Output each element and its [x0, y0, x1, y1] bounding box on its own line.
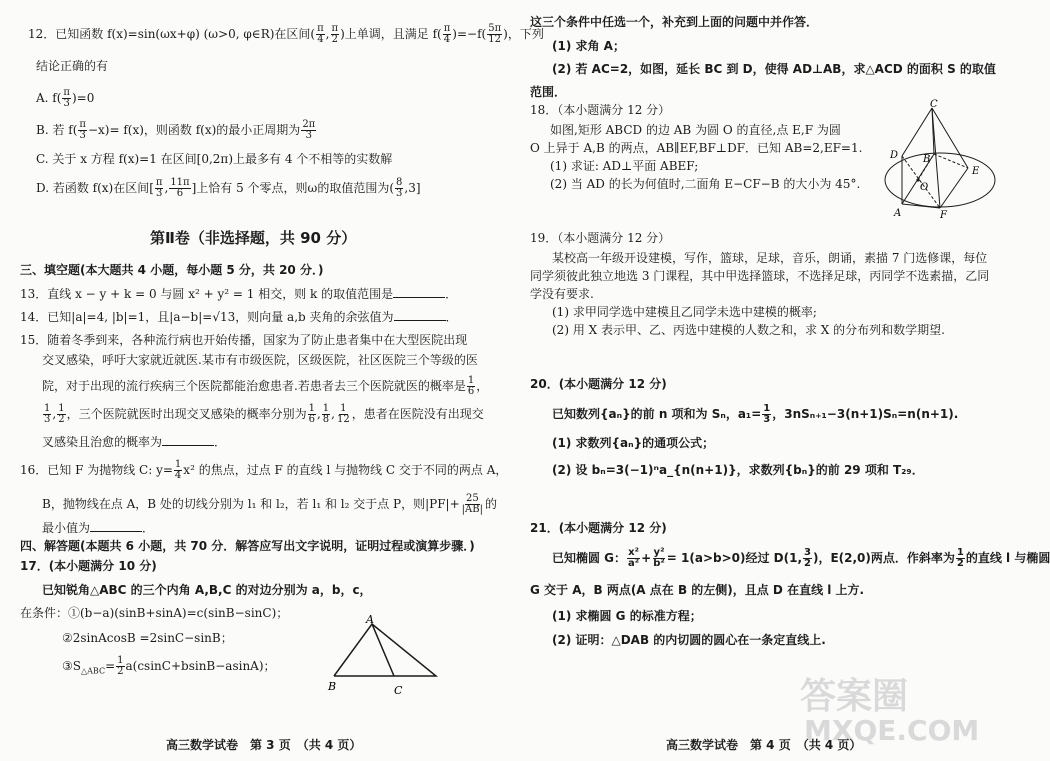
q12-stem: 12．已知函数 f(x)=sin(ωx+φ) (ω>0, φ∈R)在区间( $\frac{\pi}{4}$ , $\frac{\pi}{2}$ )上单调，且满足 f( $\frac{\pi}{4}$ )=−f( $\frac{5\pi}{12}$ )，下列: [28, 23, 544, 45]
solid-geometry-figure: [880, 98, 1000, 222]
q20-header: 20．(本小题满分 12 分): [530, 377, 667, 391]
fig-label-d: D: [890, 150, 899, 161]
q12-option-d: D. 若函数 f(x)在区间[ $\frac{\pi}{3}$ , $\frac{11\pi}{6}$ ]上恰有 5 个零点，则ω的取值范围为( $\frac{8}{3}$ ,3]: [36, 177, 421, 199]
q20-line1: 已知数列{aₙ}的前 n 项和为 Sₙ，a₁= $\frac{1}{3}$ ，3nSₙ₊₁−3(n+1)Sₙ=n(n+1).: [552, 403, 959, 425]
footer-page-3: 高三数学试卷 第 3 页 （共 4 页）: [166, 738, 362, 752]
q19-sub-1: (1) 求甲同学选中建模且乙同学未选中建模的概率;: [552, 305, 817, 319]
fig-label-b: B: [923, 154, 931, 165]
q16-line2: B，抛物线在点 A，B 处的切线分别为 l₁ 和 l₂，若 l₁ 和 l₂ 交于点 P，则|PF|+ $\frac{25}{|AB|}$ 的: [42, 493, 497, 515]
q13: 13．直线 x − y + k = 0 与圆 x² + y² = 1 相交，则 k 的取值范围是 ．: [20, 287, 458, 301]
q12-option-a: A. f( $\frac{\pi}{3}$ )=0: [36, 87, 95, 109]
q15-line1: 15．随着冬季到来，各种流行病也开始传播，国家为了防止患者集中在大型医院出现: [20, 333, 468, 347]
q17-sub-1: (1) 求角 A；: [552, 39, 625, 53]
q12-option-c: C. 关于 x 方程 f(x)=1 在区间[0,2π)上最多有 4 个不相等的实数解: [36, 152, 393, 166]
q18-line1: 如图,矩形 ABCD 的边 AB 为圆 O 的直径,点 E,F 为圆: [550, 123, 841, 137]
watermark-url: MXQE.COM: [804, 714, 980, 747]
q17-sub-2-cont: 范围．: [530, 85, 567, 99]
q21-line1: 已知椭圆 G： $\frac{\text{x²}}{\text{a²}}$ + $\frac{\text{y²}}{\text{b²}}$ = 1(a>b>0)经过 D(1, $\frac{3}{2}$ )，E(2,0)两点．作斜率为 $\frac{1}{2}$ 的直线 l 与椭圆: [552, 547, 1050, 569]
q16-line1: 16．已知 F 为抛物线 C: y= $\frac{1}{4}$ x² 的焦点，过点 F 的直线 l 与抛物线 C 交于不同的两点 A，: [20, 459, 508, 481]
q18-line2: O 上异于 A,B 的两点，AB∥EF,BF⊥DF．已知 AB=2,EF=1.: [530, 141, 863, 155]
footer-page-4: 高三数学试卷 第 4 页 （共 4 页）: [666, 738, 862, 752]
triangle-figure: [320, 612, 450, 702]
q17-header: 17．(本小题满分 10 分): [20, 559, 157, 573]
q19-header: 19．（本小题满分 12 分）: [530, 231, 671, 245]
tri-label-c: C: [394, 684, 403, 697]
q12-stem-cont: 结论正确的有: [36, 59, 109, 73]
q19-sub-2: (2) 用 X 表示甲、乙、丙选中建模的人数之和，求 X 的分布列和数学期望.: [552, 323, 945, 337]
fig-label-o: O: [920, 182, 929, 193]
q15-line3: 院，对于出现的流行疾病三个医院都能治愈患者.若患者去三个医院就医的概率是 $\frac{1}{6}$ ，: [42, 375, 489, 397]
fig-label-c: C: [930, 99, 938, 110]
q18-header: 18．（本小题满分 12 分）: [530, 103, 671, 117]
q17-condition-1: 在条件：①(b−a)(sinB+sinA)=c(sinB−sinC)；: [20, 606, 289, 620]
fill-header: 三、填空题(本大题共 4 小题，每小题 5 分，共 20 分．): [20, 263, 324, 277]
tri-label-a: A: [366, 613, 374, 626]
fig-label-a: A: [894, 208, 902, 219]
right-page: [500, 0, 1050, 761]
choose-instruction: 这三个条件中任选一个，补充到上面的问题中并作答．: [530, 15, 819, 29]
q17-condition-2: ②2sinAcosB =2sinC−sinB；: [62, 631, 233, 645]
solve-header: 四、解答题(本题共 6 小题，共 70 分．解答应写出文字说明，证明过程或演算步骤．): [20, 539, 475, 553]
q12-option-b: B. 若 f( $\frac{\pi}{3}$ −x)= f(x)，则函数 f(x)的最小正周期为 $\frac{2\pi}{3}$: [36, 119, 316, 141]
part2-title: 第Ⅱ卷（非选择题，共 90 分）: [150, 229, 357, 247]
q19-line1: 某校高一年级开设建模，写作，篮球，足球，音乐，朗诵，素描 7 门选修课，每位: [552, 251, 988, 265]
q21-sub-1: (1) 求椭圆 G 的标准方程；: [552, 609, 702, 623]
fig-label-e: E: [972, 166, 980, 177]
q19-line2: 同学须彼此独立地选 3 门课程，其中甲选择篮球，不选择足球，丙同学不选素描，乙同: [530, 269, 990, 283]
q20-sub-2: (2) 设 bₙ=3(−1)ⁿa_{n(n+1)}，求数列{bₙ}的前 29 项和 T₂₉．: [552, 463, 924, 477]
fig-label-f: F: [940, 210, 947, 221]
q19-line3: 学没有要求.: [530, 287, 594, 301]
tri-label-b: B: [328, 680, 337, 693]
q15-line4: $\frac{1}{3}$ , $\frac{1}{2}$ ，三个医院就医时出现交叉感染的概率分别为 $\frac{1}{6}$ , $\frac{1}{8}$ , $\frac{1}{12}$ ，患者在医院没有出现交: [44, 403, 484, 425]
q21-sub-2: (2) 证明：△DAB 的内切圆的圆心在一条定直线上.: [552, 633, 826, 647]
q17-sub-2: (2) 若 AC=2，如图，延长 BC 到 D，使得 AD⊥AB，求△ACD 的面积 S 的取值: [552, 62, 996, 76]
q15-line5: 叉感染且治愈的概率为 ．: [42, 435, 227, 449]
watermark-logo: 答案圈: [800, 676, 909, 717]
q14: 14．已知|a|=4, |b|=1，且|a−b|=√13，则向量 a,b 夹角的余弦值为 ．: [20, 310, 458, 324]
q20-sub-1: (1) 求数列{aₙ}的通项公式；: [552, 436, 715, 450]
q15-line2: 交叉感染，呼吁大家就近就医.某市有市级医院，区级医院，社区医院三个等级的医: [42, 353, 478, 367]
q21-line2: G 交于 A，B 两点(A 点在 B 的左侧)，且点 D 在直线 l 上方.: [530, 583, 865, 597]
q21-header: 21．(本小题满分 12 分): [530, 521, 667, 535]
q17-line1: 已知锐角△ABC 的三个内角 A,B,C 的对边分别为 a，b，c，: [42, 583, 372, 597]
q17-condition-3: $③S_{\triangle ABC}=$ $\frac{1}{2}$ a(csinC+bsinB−asinA)；: [62, 655, 276, 677]
q16-line3: 最小值为 ．: [42, 521, 155, 535]
q18-sub-1: (1) 求证: AD⊥平面 ABEF;: [550, 159, 699, 173]
q18-sub-2: (2) 当 AD 的长为何值时,二面角 E−CF−B 的大小为 45°.: [550, 177, 861, 191]
